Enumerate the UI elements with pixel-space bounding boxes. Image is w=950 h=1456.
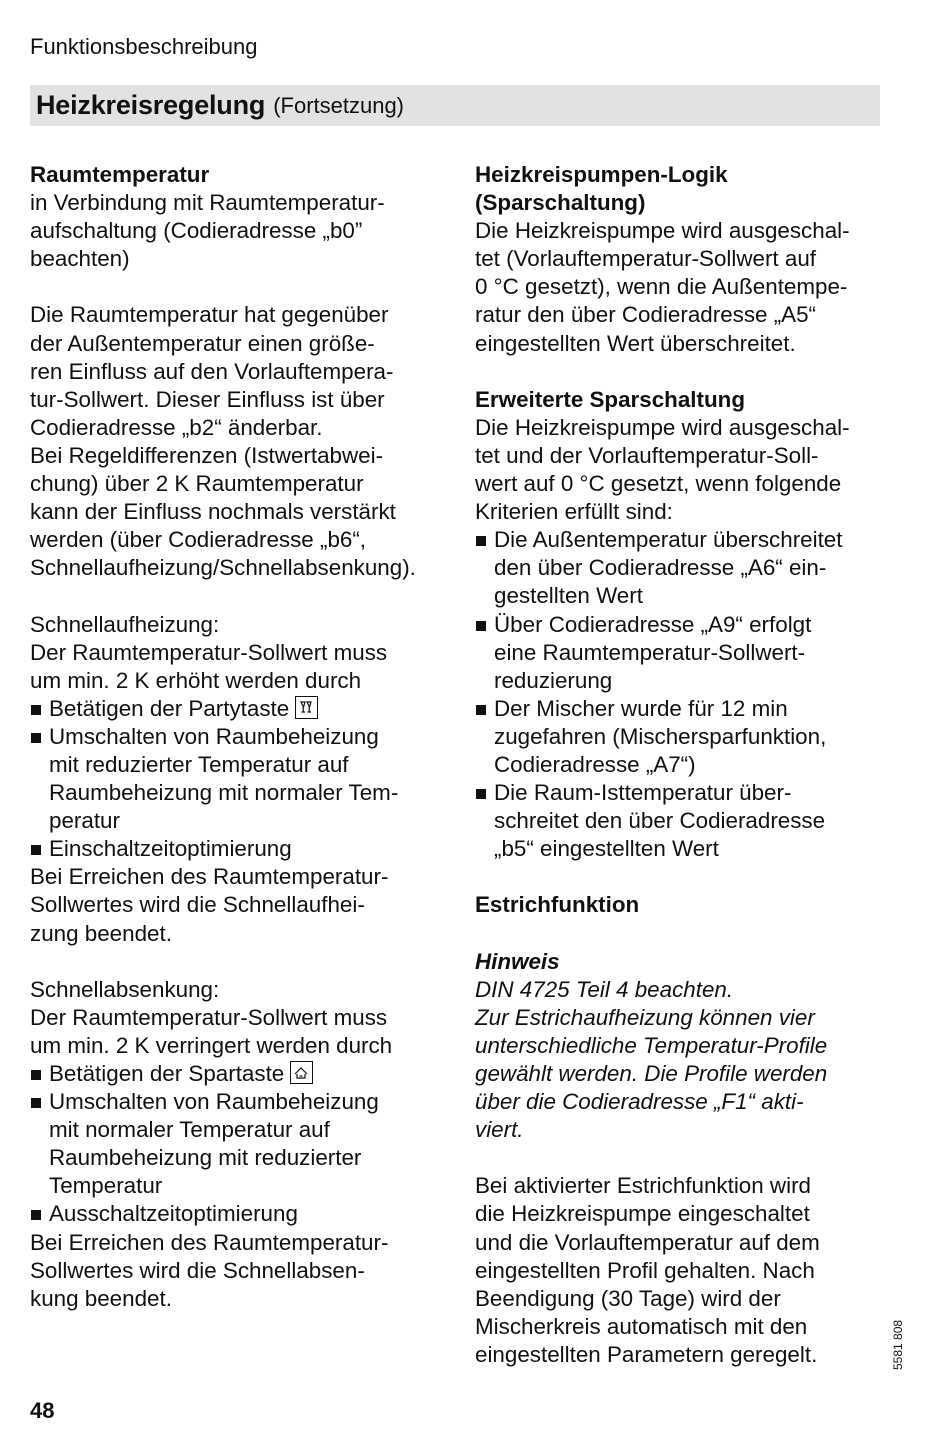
list-item	[475, 779, 890, 863]
erw-intro	[475, 414, 890, 526]
text-line: reduzierung	[494, 667, 613, 693]
heading-schnellaufheizung: Schnellaufheizung:	[30, 611, 220, 637]
economy-key-icon	[290, 1061, 313, 1084]
text-line: Sollwertes wird die Schnellaufhei-	[30, 892, 365, 918]
text-line: Umschalten von Raumbeheizung	[49, 1089, 379, 1115]
text-line: ratur den über Codieradresse „A5“	[475, 302, 817, 328]
list-item	[30, 1200, 455, 1228]
text-line: Raumbeheizung mit normaler Tem-	[49, 780, 399, 806]
text-line: der Außentemperatur einen größe-	[30, 330, 375, 356]
text-line: schreitet den über Codieradresse	[494, 808, 826, 834]
text-line: über die Codieradresse „F1“ akti-	[475, 1089, 804, 1115]
auf-list	[30, 695, 455, 864]
text-line: Umschalten von Raumbeheizung	[49, 723, 379, 749]
text-line: gestellten Wert	[494, 583, 643, 609]
left-column	[30, 161, 455, 1313]
list-item	[30, 723, 455, 835]
text-line: Codieradresse „b2“ änderbar.	[30, 414, 323, 440]
text-line: eingestellten Wert überschreitet.	[475, 330, 796, 356]
erw-list	[475, 526, 890, 863]
text-line: Bei Erreichen des Raumtemperatur-	[30, 1229, 389, 1255]
text-line: Bei Regeldifferenzen (Istwertabwei-	[30, 442, 384, 468]
raum-intro	[30, 189, 455, 273]
text-line: werden (über Codieradresse „b6“,	[30, 527, 367, 553]
text-line: Schnellaufheizung/Schnellabsenkung).	[30, 555, 416, 581]
heading-raumtemperatur: Raumtemperatur	[30, 162, 210, 187]
text-line: um min. 2 K verringert werden durch	[30, 1032, 393, 1058]
hinweis-body	[475, 976, 890, 1145]
text-line: Die Heizkreispumpe wird ausgeschal-	[475, 414, 850, 440]
text-line: Ausschaltzeitoptimierung	[49, 1201, 298, 1227]
text-line: Die Raumtemperatur hat gegenüber	[30, 302, 389, 328]
text-line: ren Einfluss auf den Vorlauftempera-	[30, 358, 394, 384]
list-item	[30, 1088, 455, 1200]
text-line: Kriterien erfüllt sind:	[475, 499, 673, 525]
text-line: peratur	[49, 808, 120, 834]
text-line: Temperatur	[49, 1173, 163, 1199]
text-line: kung beendet.	[30, 1285, 172, 1311]
list-item	[475, 695, 890, 779]
page-number: 48	[30, 1398, 55, 1423]
heading-erweiterte-sparschaltung: Erweiterte Sparschaltung	[475, 386, 746, 412]
text-line: Der Mischer wurde für 12 min	[494, 695, 788, 721]
text-line: eine Raumtemperatur-Sollwert-	[494, 639, 806, 665]
text-line: Bei aktivierter Estrichfunktion wird	[475, 1173, 811, 1199]
auf-intro	[30, 639, 455, 695]
heading-pumpen-logik	[475, 161, 890, 217]
text-line: kann der Einfluss nochmals verstärkt	[30, 499, 396, 525]
text-line: eingestellten Parametern geregelt.	[475, 1341, 818, 1367]
text-line: die Heizkreispumpe eingeschaltet	[475, 1201, 810, 1227]
text-line: wert auf 0 °C gesetzt, wenn folgende	[475, 471, 842, 497]
text-line: gewählt werden. Die Profile werden	[475, 1061, 828, 1086]
page-title-suffix: (Fortsetzung)	[273, 92, 405, 118]
text-line: tet und der Vorlauftemperatur-Soll-	[475, 442, 819, 468]
list-item	[475, 611, 890, 695]
text-line: mit reduzierter Temperatur auf	[49, 751, 349, 777]
text-line: Über Codieradresse „A9“ erfolgt	[494, 611, 812, 637]
ab-list	[30, 1060, 455, 1229]
text-line: Heizkreispumpen-Logik	[475, 162, 728, 187]
ab-intro	[30, 1004, 455, 1060]
text-line: aufschaltung (Codieradresse „b0”	[30, 218, 363, 244]
text-line: zung beendet.	[30, 920, 172, 946]
text-line: Beendigung (30 Tage) wird der	[475, 1285, 781, 1311]
text-line: Betätigen der Spartaste	[49, 1061, 285, 1086]
doc-code: 5581 808	[891, 1319, 905, 1370]
text-line: chung) über 2 K Raumtemperatur	[30, 471, 364, 497]
logik-body	[475, 217, 890, 357]
text-line: beachten)	[30, 246, 130, 272]
text-line: und die Vorlauftemperatur auf dem	[475, 1229, 820, 1255]
text-line: Die Raum-Isttemperatur über-	[494, 780, 792, 806]
text-line: Zur Estrichaufheizung können vier	[475, 1004, 815, 1030]
raum-body	[30, 301, 455, 582]
text-line: um min. 2 K erhöht werden durch	[30, 667, 362, 693]
list-item	[30, 695, 455, 723]
text-line: tur-Sollwert. Dieser Einfluss ist über	[30, 386, 385, 412]
text-line: den über Codieradresse „A6“ ein-	[494, 555, 827, 581]
text-line: tet (Vorlauftemperatur-Sollwert auf	[475, 246, 816, 272]
text-line: Codieradresse „A7“)	[494, 751, 696, 777]
text-line: eingestellten Profil gehalten. Nach	[475, 1257, 815, 1283]
text-line: Bei Erreichen des Raumtemperatur-	[30, 864, 389, 890]
text-line: 0 °C gesetzt), wenn die Außentempe-	[475, 274, 848, 300]
heading-hinweis: Hinweis	[475, 948, 560, 974]
text-line: Die Heizkreispumpe wird ausgeschal-	[475, 218, 850, 244]
party-key-icon	[295, 696, 318, 719]
text-line: Die Außentemperatur überschreitet	[494, 527, 843, 553]
right-column	[475, 161, 890, 1369]
text-line: „b5“ eingestellten Wert	[494, 836, 719, 862]
title-bar	[30, 85, 880, 126]
text-line: in Verbindung mit Raumtemperatur-	[30, 190, 385, 216]
ab-end	[30, 1229, 455, 1313]
auf-end	[30, 863, 455, 947]
text-line: Betätigen der Partytaste	[49, 695, 290, 721]
list-item	[475, 526, 890, 610]
section-label: Funktionsbeschreibung	[30, 34, 258, 59]
text-line: unterschiedliche Temperatur-Profile	[475, 1032, 828, 1058]
text-line: Sollwertes wird die Schnellabsen-	[30, 1257, 365, 1283]
text-line: Der Raumtemperatur-Sollwert muss	[30, 1004, 388, 1030]
text-line: zugefahren (Mischersparfunktion,	[494, 723, 827, 749]
text-line: Raumbeheizung mit reduzierter	[49, 1145, 362, 1171]
list-item	[30, 1060, 455, 1088]
heading-estrichfunktion: Estrichfunktion	[475, 892, 640, 918]
text-line: Einschaltzeitoptimierung	[49, 836, 292, 862]
text-line: Der Raumtemperatur-Sollwert muss	[30, 639, 388, 665]
text-line: viert.	[475, 1117, 524, 1143]
estrich-body	[475, 1172, 890, 1369]
page-title: Heizkreisregelung	[36, 90, 266, 120]
text-line: (Sparschaltung)	[475, 190, 646, 216]
text-line: Mischerkreis automatisch mit den	[475, 1313, 808, 1339]
text-line: DIN 4725 Teil 4 beachten.	[475, 976, 734, 1002]
heading-schnellabsenkung: Schnellabsenkung:	[30, 976, 220, 1002]
list-item	[30, 835, 455, 863]
text-line: mit normaler Temperatur auf	[49, 1117, 330, 1143]
